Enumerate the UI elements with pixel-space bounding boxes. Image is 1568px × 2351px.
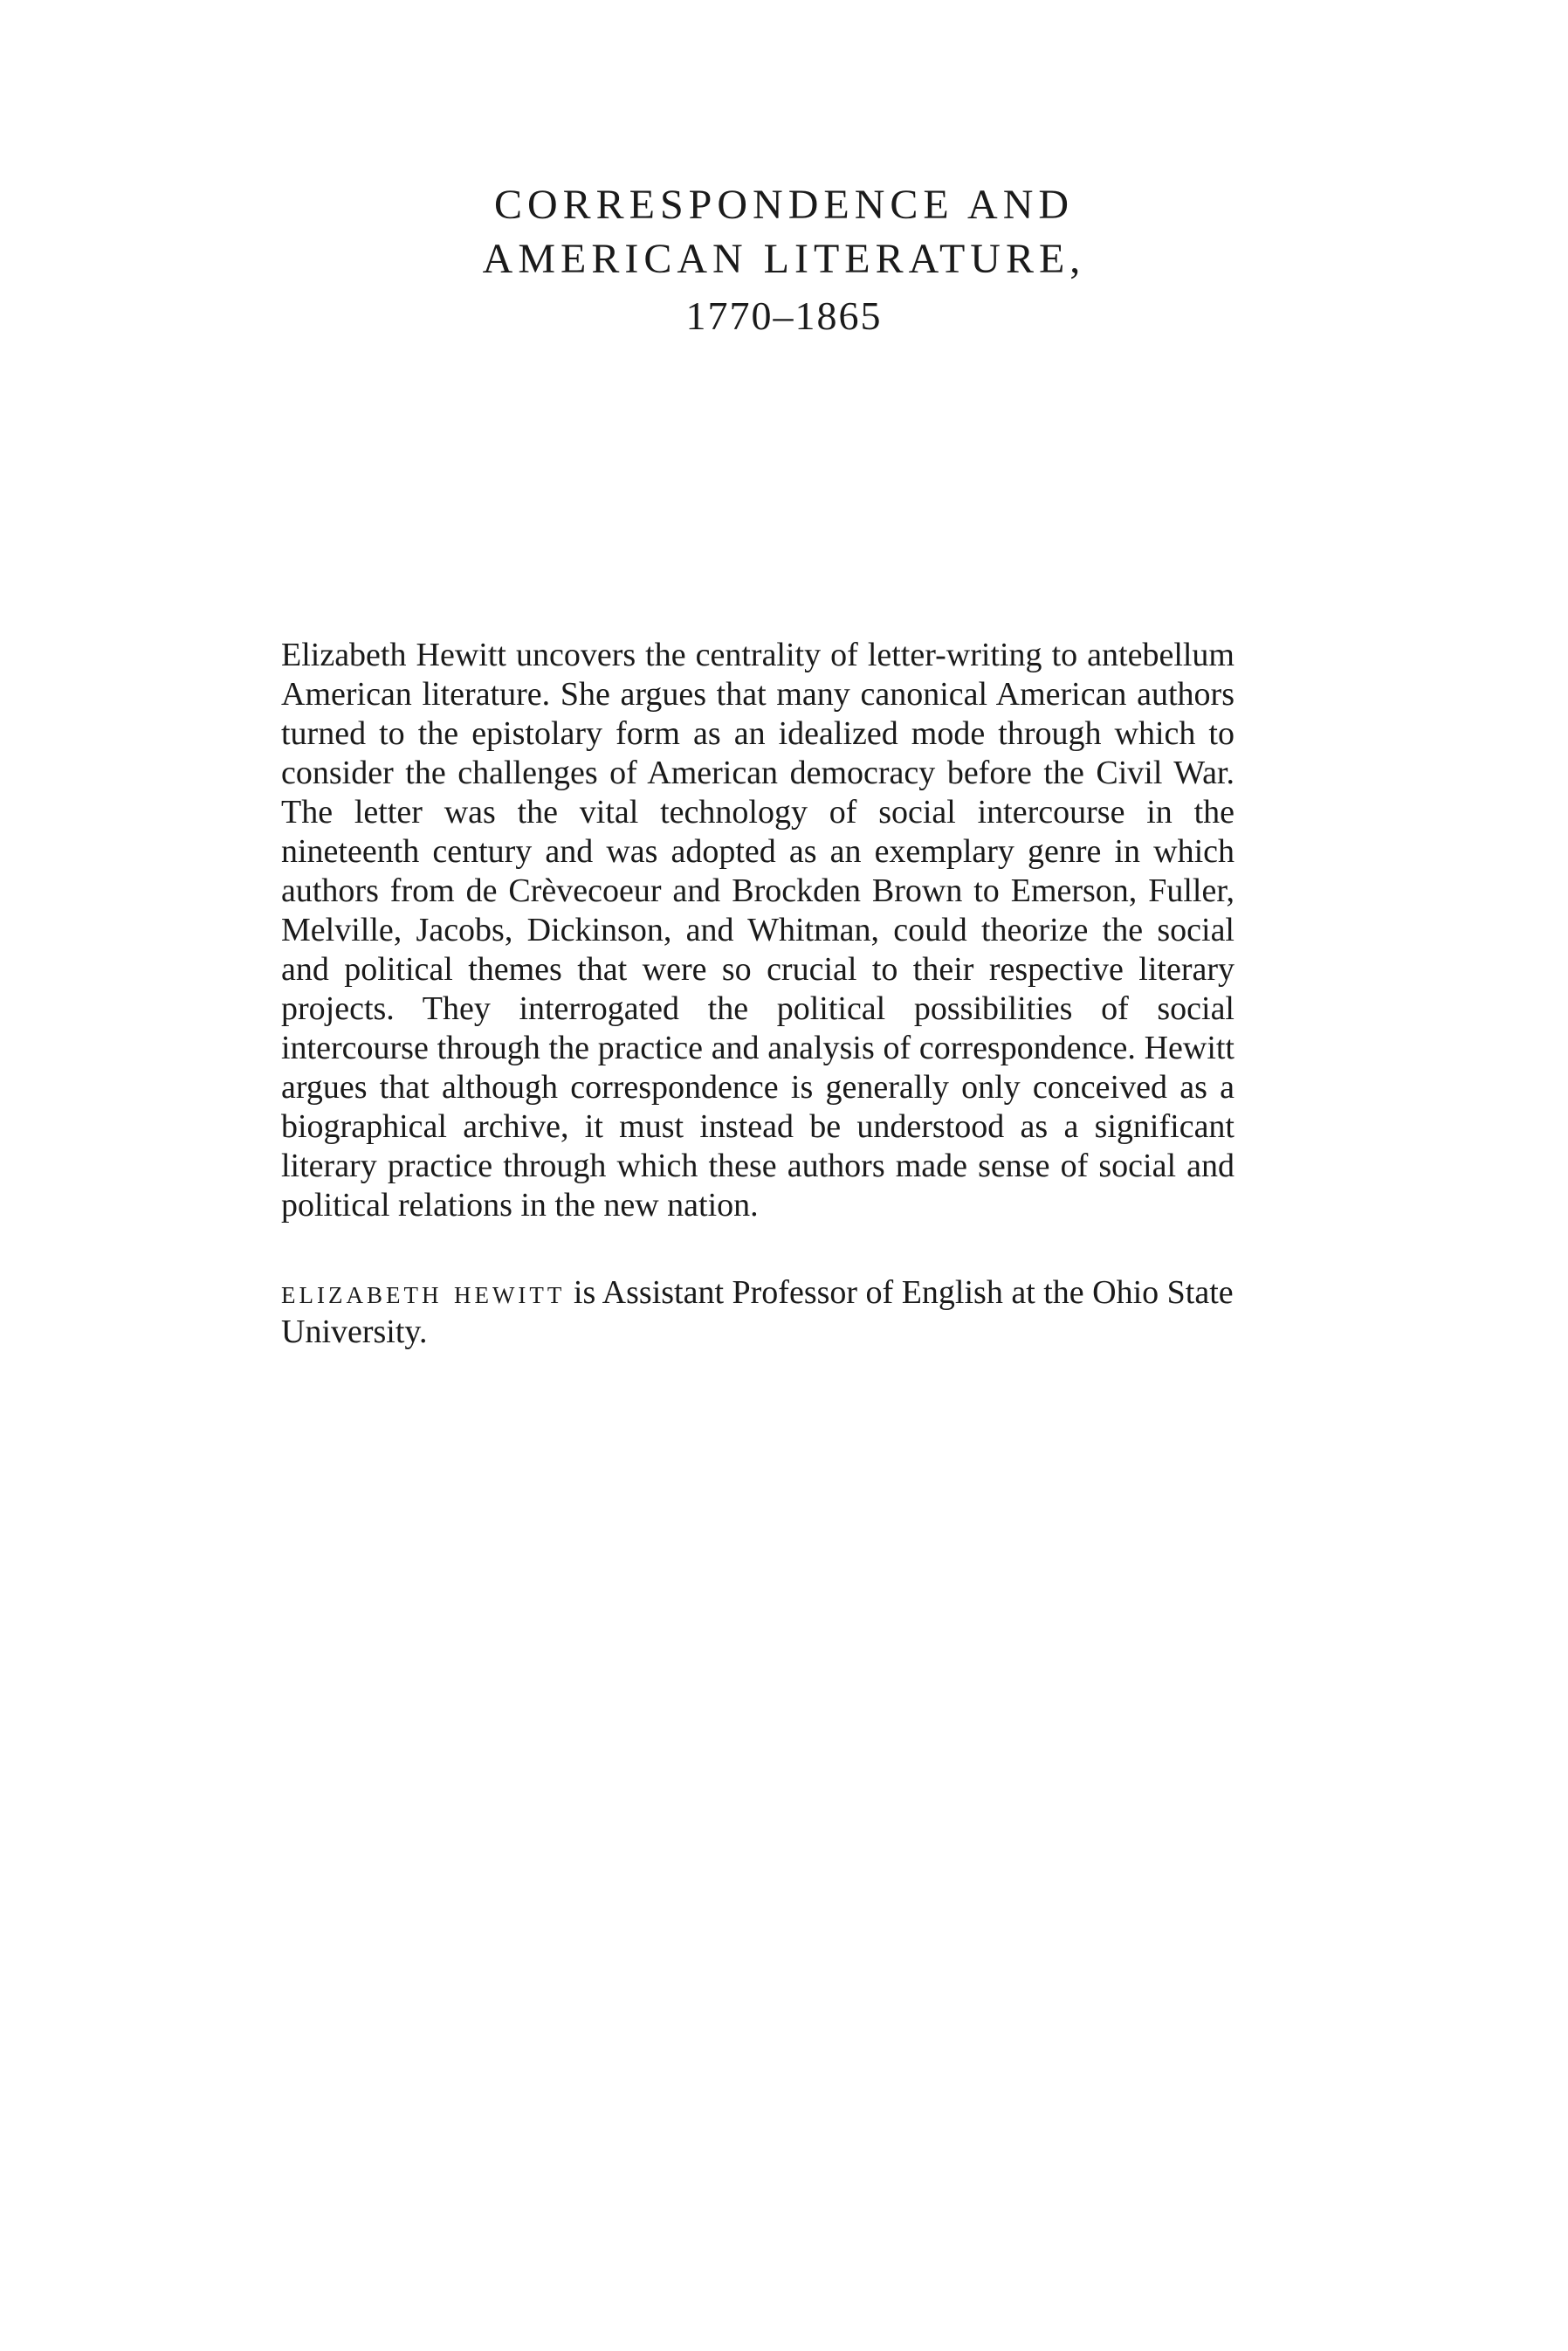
book-description: Elizabeth Hewitt uncovers the centrality of letter-writing to antebellum American literature. She argues that many canonical American authors turned to the epistolary form as an idealized mode through which to consider the challenges of American democracy before the Civil War. The letter was the vital technology of social intercourse in the nineteenth century and was adopted as an exemplary genre in which authors from de Crèvecoeur and Brockden Brown to Emerson, Fuller, Melville, Jacobs, Dickinson, and Whitman, could theorize the social and political themes that were so crucial to their respective literary projects. They interrogated the political possibilities of social intercourse through the practice and analysis of correspondence. Hewitt argues that although correspondence is generally only conceived as a biographical archive, it must instead be understood as a significant literary practice through which these authors made sense of social and political relations in the new nation. [281,637,1234,1224]
title-line-1: CORRESPONDENCE AND [493,182,1075,228]
author-bio [281,1273,1234,1352]
title-line-2: AMERICAN LITERATURE, [482,236,1086,282]
title-dates: 1770–1865 [685,293,883,338]
author-name: elizabeth hewitt [281,1274,566,1311]
author-bio-text: is Assistant Professor of English at the Ohio State University. [281,1274,1234,1350]
book-title [0,178,1568,341]
